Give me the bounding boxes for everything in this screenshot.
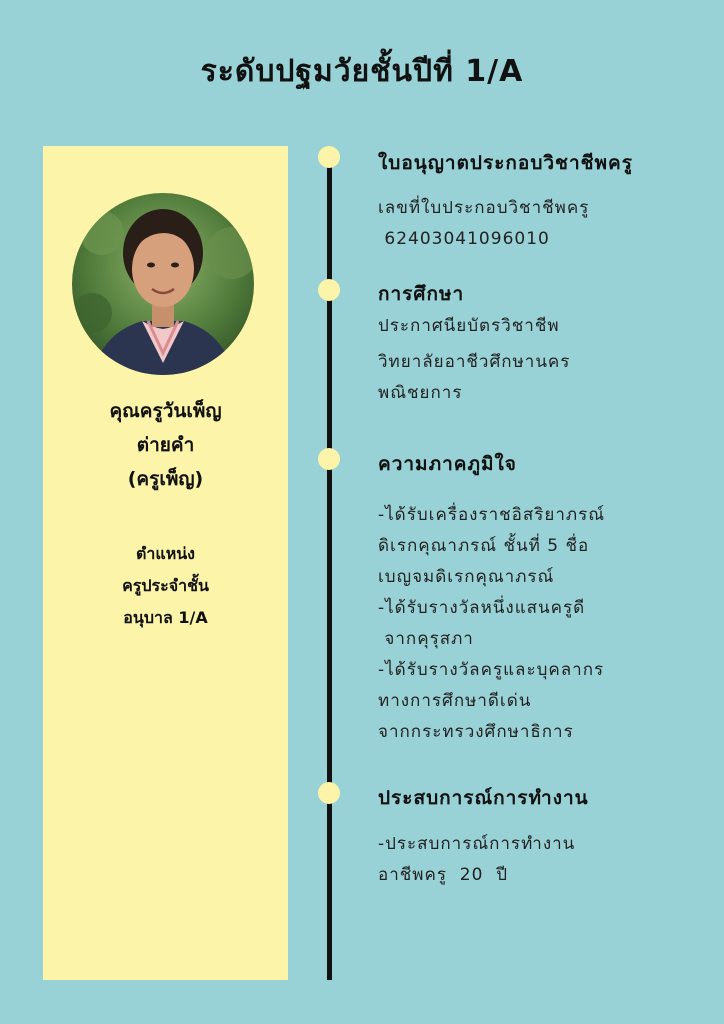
timeline-dot-experience <box>318 782 340 804</box>
teacher-name-line1: คุณครูวันเพ็ญ <box>109 400 222 422</box>
position-line1: ครูประจำชั้น <box>122 576 209 595</box>
pride-line: -ได้รับรางวัลครูและบุคลากร <box>378 660 605 680</box>
pride-line: จากกระทรวงศึกษาธิการ <box>378 722 574 742</box>
pride-line: ดิเรกคุณาภรณ์ ชั้นที่ 5 ชื่อ <box>378 536 590 556</box>
license-number: 62403041096010 <box>378 229 550 249</box>
pride-line: -ได้รับเครื่องราชอิสริยาภรณ์ <box>378 505 606 525</box>
section-body-license <box>378 193 589 255</box>
experience-line: -ประสบการณ์การทำงาน <box>378 834 576 854</box>
pride-line: -ได้รับรางวัลหนึ่งแสนครูดี <box>378 598 586 618</box>
section-title-education: การศึกษา <box>378 283 465 305</box>
license-line: เลขที่ใบประกอบวิชาชีพครู <box>378 198 590 218</box>
pride-line: เบญจมดิเรกคุณาภรณ์ <box>378 567 555 587</box>
section-body-pride <box>378 500 605 748</box>
pride-line: ทางการศึกษาดีเด่น <box>378 691 532 711</box>
profile-photo <box>72 193 254 375</box>
section-body-experience <box>378 829 575 891</box>
section-title-pride: ความภาคภูมิใจ <box>378 453 517 475</box>
teacher-name <box>43 394 288 496</box>
timeline-dot-education <box>318 279 340 301</box>
section-title-experience: ประสบการณ์การทำงาน <box>378 787 589 809</box>
timeline-dot-license <box>318 146 340 168</box>
pride-line: จากคุรุสภา <box>378 629 474 649</box>
teacher-name-line2: ต่ายคำ <box>136 434 195 456</box>
position-line2: อนุบาล 1/A <box>123 608 208 627</box>
experience-line: อาชีพครู 20 ปี <box>378 865 509 885</box>
page-title: ระดับปฐมวัยชั้นปีที่ 1/A <box>200 54 524 89</box>
position-label: ตำแหน่ง <box>136 544 195 563</box>
section-title-license: ใบอนุญาตประกอบวิชาชีพครู <box>378 152 633 174</box>
section-body-education <box>378 311 570 409</box>
position-block <box>43 538 288 634</box>
timeline-dot-pride <box>318 448 340 470</box>
education-line: พณิชยการ <box>378 383 463 403</box>
profile-panel <box>43 146 288 980</box>
education-line: ประกาศนียบัตรวิชาชีพ <box>378 316 560 336</box>
education-line: วิทยาลัยอาชีวศึกษานคร <box>378 352 571 372</box>
teacher-nickname: (ครูเพ็ญ) <box>127 468 204 490</box>
